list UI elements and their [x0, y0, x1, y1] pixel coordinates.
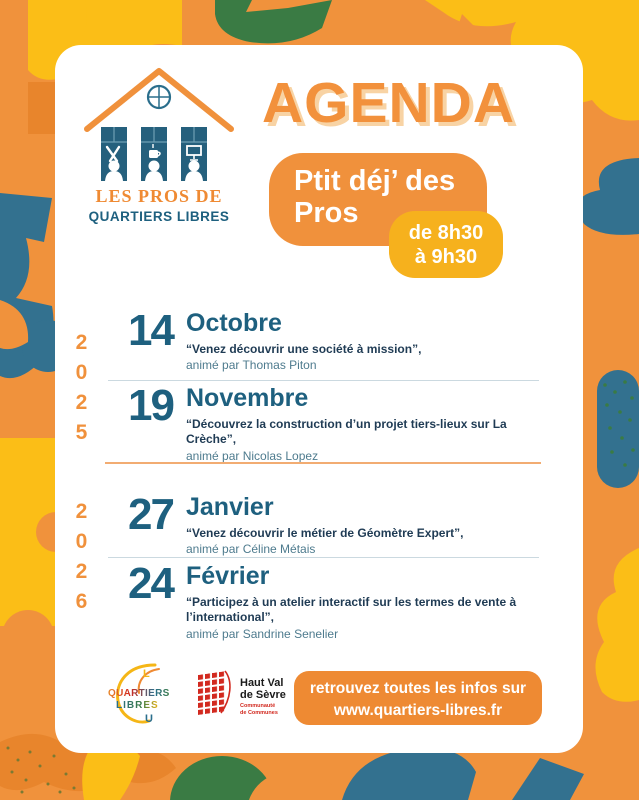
brand-logo [81, 65, 237, 224]
ql-bottom-letter: U [145, 713, 153, 725]
event-host: animé par Sandrine Senelier [186, 626, 339, 641]
hvs-name-line2: de Sèvre [240, 689, 286, 702]
worker-window-tools-icon [101, 127, 127, 181]
event-day: 27 [128, 490, 173, 539]
ql-logo-line1: QUARTIERS [108, 688, 170, 699]
year-label-2026: 2026 [70, 500, 93, 620]
year-label-2025: 2025 [70, 331, 93, 451]
quartiers-libres-logo [107, 661, 187, 735]
event-row-fevrier [128, 559, 546, 642]
house-logo-icon [81, 65, 237, 183]
event-row-janvier [128, 490, 546, 558]
event-description: “Participez à un atelier interactif sur les termes de vente à l’international”, [186, 595, 517, 625]
event-row-novembre [128, 381, 546, 464]
event-description: “Venez découvrir le métier de Géomètre Expert”, [186, 526, 464, 540]
event-day: 14 [128, 306, 173, 355]
hvs-name-line1: Haut Val [240, 677, 284, 689]
event-name-line2: Pros [294, 196, 359, 229]
event-month: Janvier [186, 493, 274, 521]
brand-name-line1: LES PROS DE [95, 186, 223, 206]
infos-link-button[interactable] [294, 671, 542, 725]
event-time-line2: à 9h30 [414, 246, 478, 268]
worker-window-computer-icon [181, 127, 207, 181]
event-day: 19 [128, 381, 173, 430]
ql-top-letter: L [143, 668, 150, 680]
event-time-badge [389, 211, 503, 278]
event-divider [108, 557, 539, 558]
page-title: AGENDA [262, 71, 516, 135]
event-host: animé par Thomas Piton [186, 358, 317, 373]
event-row-octobre [128, 306, 546, 374]
event-day: 24 [128, 559, 173, 608]
event-month: Février [186, 562, 270, 590]
event-description: “Venez découvrir une société à mission”, [186, 342, 422, 356]
worker-window-coffee-icon [141, 127, 167, 181]
mosaic-icon [195, 669, 235, 721]
brand-name-line2: QUARTIERS LIBRES [88, 209, 230, 224]
cta-line1: retrouvez toutes les infos sur [309, 680, 527, 697]
event-description: “Découvrez la construction d’un projet tiers-lieux sur La Crèche”, [186, 417, 507, 447]
year-divider [105, 462, 541, 464]
cta-line2: www.quartiers-libres.fr [333, 701, 503, 719]
ql-logo-line2: LIBRES [116, 700, 159, 711]
event-time-line1: de 8h30 [408, 222, 484, 244]
event-month: Novembre [186, 384, 309, 412]
event-host: animé par Céline Métais [186, 542, 316, 557]
hvs-sub-line2: de Communes [240, 710, 278, 717]
event-month: Octobre [186, 309, 282, 337]
poster-card [55, 45, 583, 753]
event-host: animé par Nicolas Lopez [186, 448, 319, 463]
hvs-sub-line1: Communauté [240, 703, 276, 710]
event-name-line1: Ptit déj’ des [294, 165, 456, 197]
